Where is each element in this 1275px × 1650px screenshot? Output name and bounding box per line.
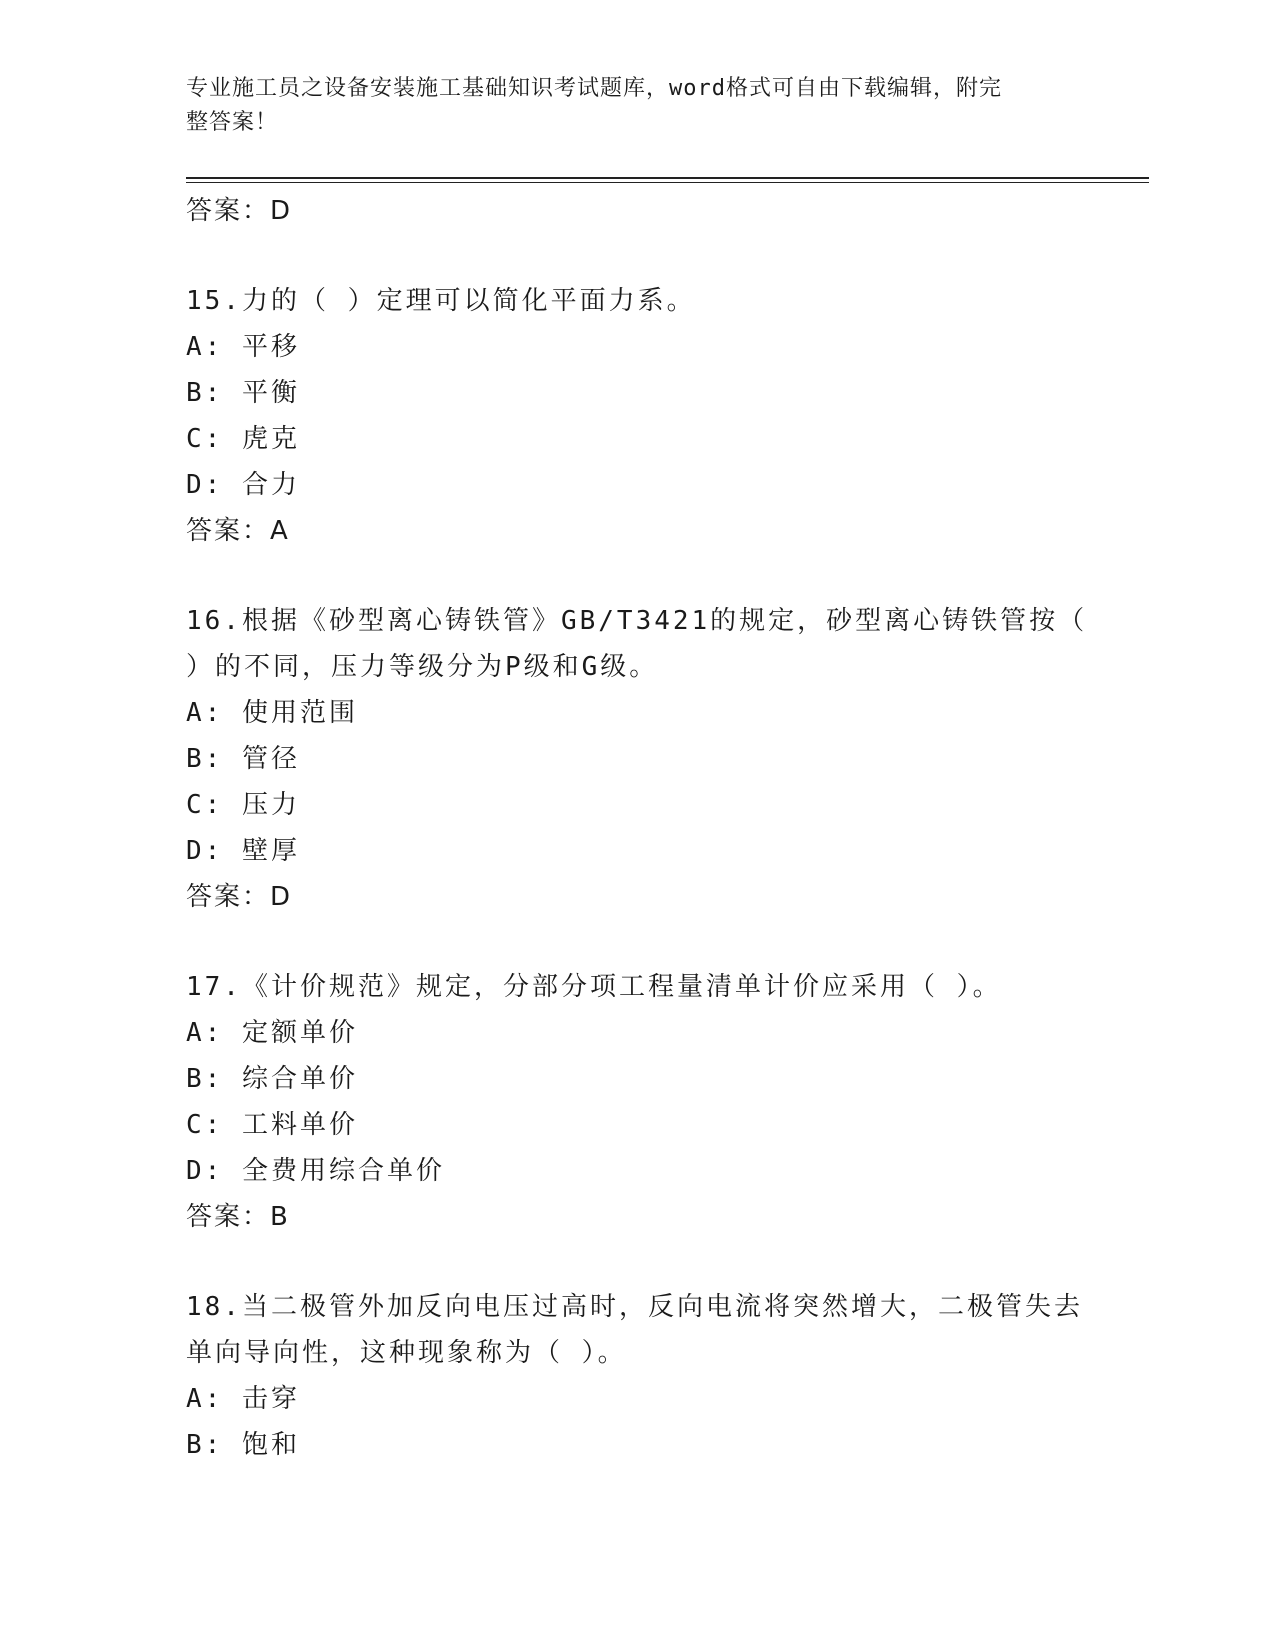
option-c: C: 工料单价 xyxy=(186,1110,358,1140)
question-stem-continued: ）的不同，压力等级分为P级和G级。 xyxy=(186,652,659,682)
option-d: D: 全费用综合单价 xyxy=(186,1156,445,1186)
document-header xyxy=(186,72,1066,140)
question-list xyxy=(186,188,1086,1468)
option-b: B: 饱和 xyxy=(186,1430,300,1460)
question-18 xyxy=(186,1284,1086,1468)
option-b: B: 管径 xyxy=(186,744,300,774)
header-title-line-1: 专业施工员之设备安装施工基础知识考试题库，word格式可自由下载编辑，附完 xyxy=(186,76,1002,101)
question-stem-continued: 单向导向性，这种现象称为（ ）。 xyxy=(186,1338,627,1368)
option-a: A: 击穿 xyxy=(186,1384,300,1414)
question-17 xyxy=(186,964,1086,1240)
option-c: C: 虎克 xyxy=(186,424,300,454)
option-b: B: 综合单价 xyxy=(186,1064,358,1094)
question-15 xyxy=(186,278,1086,554)
option-a: A: 使用范围 xyxy=(186,698,358,728)
option-a: A: 定额单价 xyxy=(186,1018,358,1048)
answer: 答案：A xyxy=(186,516,290,546)
option-c: C: 压力 xyxy=(186,790,300,820)
option-b: B: 平衡 xyxy=(186,378,300,408)
answer: 答案：B xyxy=(186,1202,290,1232)
header-divider-thin xyxy=(186,182,1149,183)
question-stem: 17.《计价规范》规定，分部分项工程量清单计价应采用（ ）。 xyxy=(186,972,1002,1002)
header-divider-thick xyxy=(186,177,1149,179)
header-title-line-2: 整答案！ xyxy=(186,110,279,135)
option-d: D: 合力 xyxy=(186,470,300,500)
question-stem: 18.当二极管外加反向电压过高时，反向电流将突然增大，二极管失去 xyxy=(186,1292,1083,1322)
question-16 xyxy=(186,598,1086,920)
option-a: A: 平移 xyxy=(186,332,300,362)
option-d: D: 壁厚 xyxy=(186,836,300,866)
previous-answer: 答案：D xyxy=(186,196,293,226)
question-stem: 16.根据《砂型离心铸铁管》GB/T3421的规定，砂型离心铸铁管按（ xyxy=(186,606,1088,636)
question-stem: 15.力的（ ）定理可以简化平面力系。 xyxy=(186,286,696,316)
answer: 答案：D xyxy=(186,882,293,912)
